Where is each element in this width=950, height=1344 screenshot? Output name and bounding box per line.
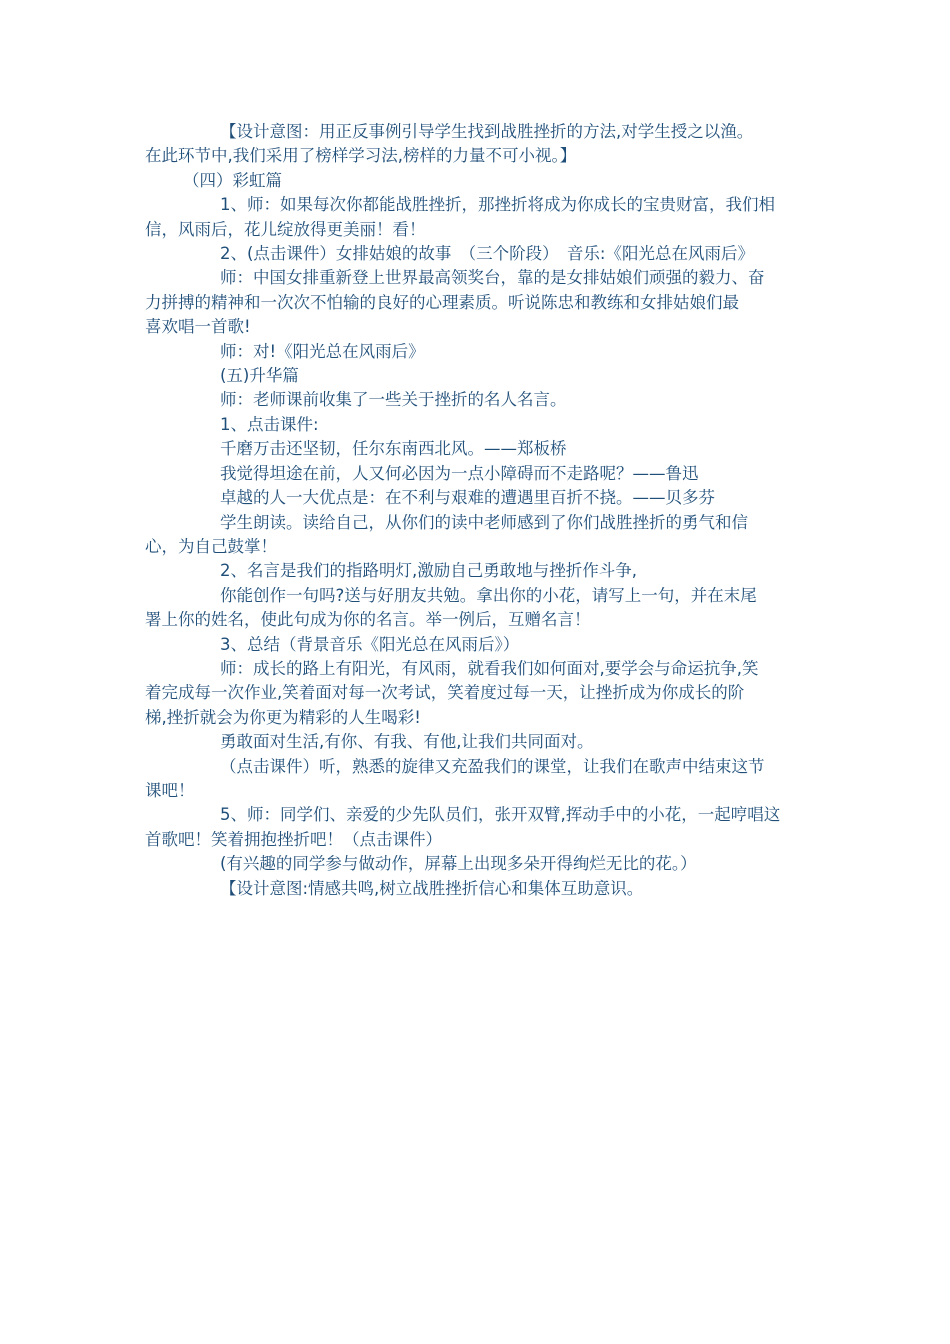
paragraph-line: 师：对!《阳光总在风雨后》: [220, 341, 425, 361]
paragraph-line: 1、师：如果每次你都能战胜挫折，那挫折将成为你成长的宝贵财富，我们相: [220, 195, 775, 215]
design-intent-paragraph: 【设计意图:情感共鸣,树立战胜挫折信心和集体互助意识。: [220, 878, 644, 898]
paragraph-line: 2、(点击课件）女排姑娘的故事 （三个阶段） 音乐:《阳光总在风雨后》: [220, 244, 754, 264]
paragraph-line: 首歌吧！笑着拥抱挫折吧！（点击课件）: [145, 829, 442, 849]
paragraph-line: （点击课件）听，熟悉的旋律又充盈我们的课堂，让我们在歌声中结束这节: [220, 756, 765, 776]
paragraph-line: 心，为自己鼓掌！: [145, 536, 277, 556]
document-body: [145, 120, 810, 901]
design-intent-paragraph: 【设计意图：用正反事例引导学生找到战胜挫折的方法,对学生授之以渔。: [220, 122, 754, 141]
quote-line: 我觉得坦途在前，人又何必因为一点小障碍而不走路呢？——鲁迅: [220, 463, 699, 483]
paragraph-line: 力拼搏的精神和一次次不怕输的良好的心理素质。听说陈忠和教练和女排姑娘们最: [145, 292, 739, 312]
paragraph-line: (有兴趣的同学参与做动作，屏幕上出现多朵开得绚烂无比的花。）: [220, 854, 697, 874]
paragraph-line: 5、师：同学们、亲爱的少先队员们，张开双臂,挥动手中的小花，一起哼唱这: [220, 805, 781, 825]
paragraph-line: 你能创作一句吗?送与好朋友共勉。拿出你的小花，请写上一句，并在末尾: [220, 585, 757, 605]
paragraph-line: 师：老师课前收集了一些关于挫折的名人名言。: [220, 390, 567, 410]
paragraph-line: 师：中国女排重新登上世界最高领奖台，靠的是女排姑娘们顽强的毅力、奋: [220, 268, 765, 288]
paragraph-line: 3、总结（背景音乐《阳光总在风雨后》）: [220, 634, 520, 654]
paragraph-line: 学生朗读。读给自己，从你们的读中老师感到了你们战胜挫折的勇气和信: [220, 512, 748, 532]
paragraph-line: 喜欢唱一首歌!: [145, 317, 251, 337]
quote-line: 卓越的人一大优点是：在不利与艰难的遭遇里百折不挠。——贝多芬: [220, 488, 715, 508]
paragraph-line: 课吧！: [145, 780, 195, 800]
design-intent-paragraph-cont: 在此环节中,我们采用了榜样学习法,榜样的力量不可小视。】: [145, 146, 577, 166]
paragraph-line: 勇敢面对生活,有你、有我、有他,让我们共同面对。: [220, 732, 594, 752]
paragraph-line: 署上你的姓名，使此句成为你的名言。举一例后，互赠名言！: [145, 610, 591, 630]
quote-line: 千磨万击还坚韧，任尔东南西北风。——郑板桥: [220, 439, 567, 459]
paragraph-line: 1、点击课件:: [220, 414, 319, 434]
section-heading-sublimation: (五)升华篇: [220, 366, 299, 386]
paragraph-line: 梯,挫折就会为你更为精彩的人生喝彩!: [145, 707, 421, 727]
paragraph-line: 着完成每一次作业,笑着面对每一次考试，笑着度过每一天，让挫折成为你成长的阶: [145, 683, 745, 703]
paragraph-line: 信，风雨后，花儿绽放得更美丽！看！: [145, 219, 426, 239]
paragraph-line: 师：成长的路上有阳光，有风雨，就看我们如何面对,要学会与命运抗争,笑: [220, 658, 759, 678]
section-heading-rainbow: （四）彩虹篇: [183, 170, 282, 190]
paragraph-line: 2、名言是我们的指路明灯,激励自己勇敢地与挫折作斗争,: [220, 561, 637, 581]
